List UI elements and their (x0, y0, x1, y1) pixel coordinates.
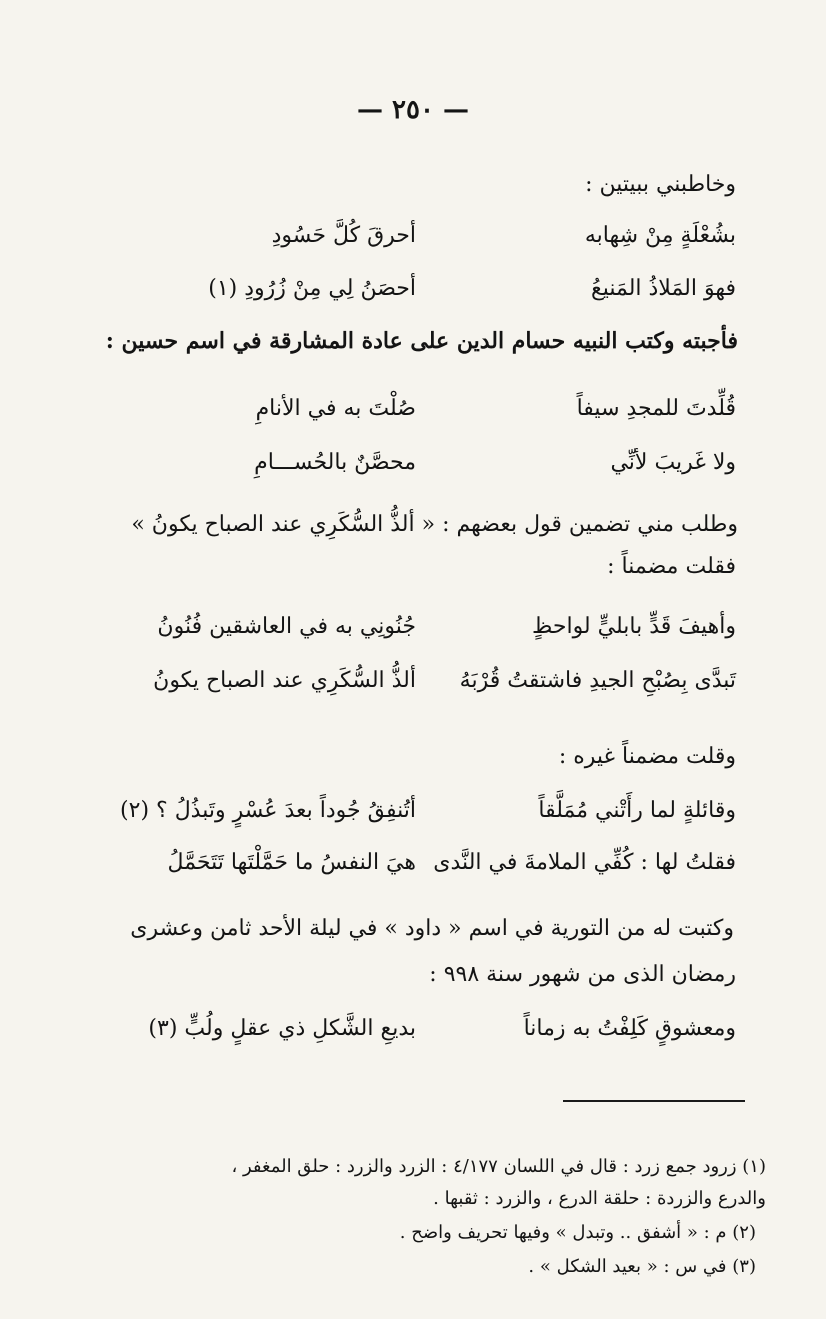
verse-line (96, 215, 736, 255)
verse-first-hemistich: بشُعْلَةٍ مِنْ شِهابه (584, 222, 736, 248)
verse-line (96, 1008, 736, 1048)
verse-second-hemistich: بديعِ الشَّكلِ ذي عقلٍ ولُبٍّ (٣) (148, 1015, 416, 1041)
verse-second-hemistich: ألذُّ السُّكَرِي عند الصباح يكونُ (153, 667, 416, 693)
verse-second-hemistich: أتُنفِقُ جُوداً بعدَ عُسْرٍ وتَبذُلُ ؟ (٢) (120, 797, 416, 823)
verse-line (96, 790, 736, 830)
verse-first-hemistich: تَبدَّى بِصُبْحِ الجيدِ فاشتقتُ قُرْبَهُ (459, 667, 736, 693)
footnote-1-continued: والدرع والزردة : حلقة الدرع ، والزرد : ثقبها . (433, 1188, 766, 1209)
verse-second-hemistich: محصَّنٌ بالحُســـامِ (254, 449, 416, 475)
verse-first-hemistich: وأهيفَ قَدٍّ بابليٍّ لواحظٍ (531, 613, 736, 639)
footnote-1: (١) زرود جمع زرد : قال في اللسان ٤/١٧٧ : الزرد والزرد : حلق المغفر ، (231, 1156, 766, 1177)
verse-first-hemistich: ولا غَريبَ لأنِّي (610, 449, 736, 475)
intro-paragraph-3-continued: فقلت مضمناً : (607, 554, 736, 579)
verse-second-hemistich: أحصَنُ لِي مِنْ زُرُودِ (١) (208, 275, 416, 301)
verse-second-hemistich: هيَ النفسُ ما حَمَّلْتَها تَتَحَمَّلُ (167, 849, 416, 875)
verse-line (96, 660, 736, 700)
verse-line (96, 388, 736, 428)
verse-line (96, 442, 736, 482)
page-number: — ٢٥٠ — (356, 95, 470, 125)
verse-first-hemistich: وقائلةٍ لما رأَتْني مُمَلَّقاً (538, 797, 736, 823)
footnote-3: (٣) في س : « بعيد الشكل » . (528, 1256, 756, 1277)
verse-second-hemistich: جُنُونِي به في العاشقين فُنُونُ (157, 613, 416, 639)
verse-line (96, 268, 736, 308)
verse-line (96, 842, 736, 882)
intro-paragraph-2: فأجبته وكتب النبيه حسام الدين على عادة المشارقة في اسم حسين : (105, 328, 738, 354)
verse-line (96, 606, 736, 646)
verse-first-hemistich: قُلِّدتَ للمجدِ سيفاً (576, 395, 736, 421)
footnote-separator (563, 1100, 745, 1102)
verse-second-hemistich: أحرقَ كُلَّ حَسُودِ (271, 222, 416, 248)
verse-first-hemistich: فهوَ المَلاذُ المَنيعُ (591, 275, 736, 301)
footnote-2: (٢) م : « أشفق .. وتبدل » وفيها تحريف واضح . (399, 1222, 756, 1243)
verse-second-hemistich: صُلْتَ به في الأنامِ (255, 395, 416, 421)
verse-first-hemistich: فقلتُ لها : كُفِّي الملامةَ في النَّدى (433, 849, 736, 875)
intro-paragraph-4: وقلت مضمناً غيره : (558, 744, 736, 769)
verse-first-hemistich: ومعشوقٍ كَلِفْتُ به زماناً (523, 1015, 736, 1041)
intro-paragraph-5-continued: رمضان الذى من شهور سنة ٩٩٨ : (429, 962, 736, 987)
intro-paragraph-5: وكتبت له من التورية في اسم « داود » في ليلة الأحد ثامن وعشرى (130, 916, 734, 941)
intro-paragraph-3: وطلب مني تضمين قول بعضهم : « ألذُّ السُّكَرِي عند الصباح يكونُ » (131, 512, 738, 537)
intro-paragraph-1: وخاطبني ببيتين : (585, 172, 736, 197)
